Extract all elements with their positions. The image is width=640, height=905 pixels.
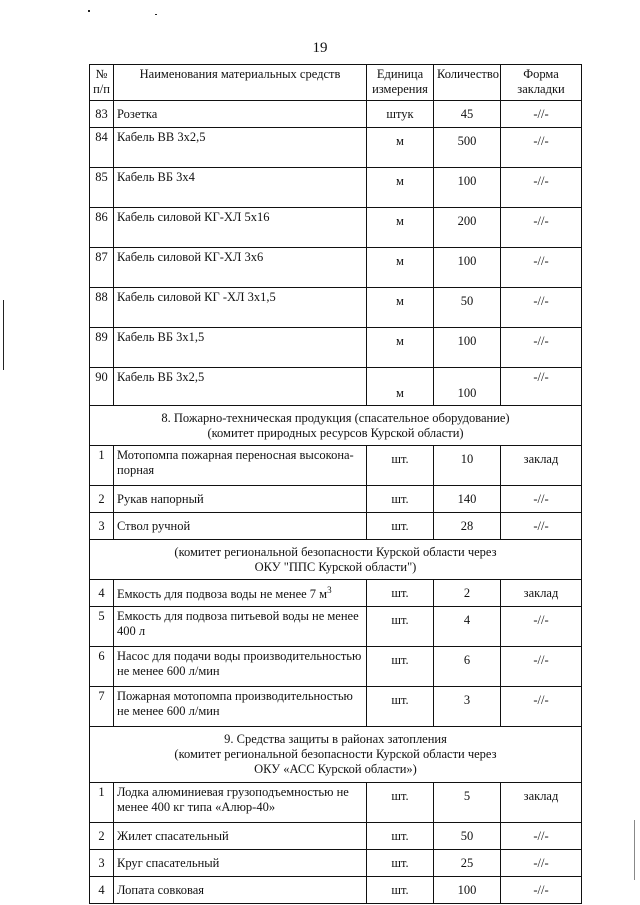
table-row	[90, 513, 582, 540]
row-name: Кабель ВБ 3х4	[114, 168, 367, 208]
header-unit: Единица измерения	[367, 65, 434, 101]
row-num: 1	[90, 783, 114, 823]
row-unit: шт.	[367, 580, 434, 607]
row-form: -//-	[501, 486, 582, 513]
row-form: -//-	[501, 850, 582, 877]
row-qty: 6	[434, 647, 501, 687]
row-unit: шт.	[367, 877, 434, 904]
row-name: Рукав напорный	[114, 486, 367, 513]
row-qty: 200	[434, 208, 501, 248]
row-name: Кабель ВВ 3х2,5	[114, 128, 367, 168]
row-unit: м	[367, 128, 434, 168]
row-form: заклад	[501, 783, 582, 823]
section-heading-8-subgroup: (комитет региональной безопасности Курской области через ОКУ "ППС Курской области")	[90, 540, 582, 580]
row-num: 84	[90, 128, 114, 168]
row-name: Розетка	[114, 101, 367, 128]
table-row	[90, 823, 582, 850]
row-form: заклад	[501, 580, 582, 607]
row-name: Кабель силовой КГ-ХЛ 5х16	[114, 208, 367, 248]
row-num: 3	[90, 850, 114, 877]
row-name: Емкость для подвоза питьевой воды не менее 400 л	[114, 607, 367, 647]
row-unit: шт.	[367, 850, 434, 877]
row-name: Насос для подачи воды производительностью не менее 600 л/мин	[114, 647, 367, 687]
table-row	[90, 288, 582, 328]
row-unit: шт.	[367, 687, 434, 727]
row-form: -//-	[501, 208, 582, 248]
row-name: Пожарная мотопомпа производительностью не менее 600 л/мин	[114, 687, 367, 727]
header-qty: Количество	[434, 65, 501, 101]
scan-mark-right	[634, 820, 635, 880]
row-num: 86	[90, 208, 114, 248]
scan-dot	[155, 14, 157, 15]
header-num: № п/п	[90, 65, 114, 101]
row-num: 5	[90, 607, 114, 647]
table-row	[90, 850, 582, 877]
row-qty: 50	[434, 288, 501, 328]
row-unit: шт.	[367, 446, 434, 486]
table-row	[90, 328, 582, 368]
row-form: -//-	[501, 368, 582, 406]
table-row	[90, 687, 582, 727]
row-qty: 140	[434, 486, 501, 513]
row-qty: 5	[434, 783, 501, 823]
table-row	[90, 101, 582, 128]
row-form: -//-	[501, 823, 582, 850]
row-unit: шт.	[367, 486, 434, 513]
row-form: -//-	[501, 328, 582, 368]
table-row	[90, 486, 582, 513]
row-name: Жилет спасательный	[114, 823, 367, 850]
row-num: 2	[90, 823, 114, 850]
section-heading-9: 9. Средства защиты в районах затопления (комитет региональной безопасности Курской области через ОКУ «АСС Курской области»)	[90, 727, 582, 783]
table-header-row	[90, 65, 582, 101]
row-name: Круг спасательный	[114, 850, 367, 877]
row-name: Лодка алюминиевая грузоподъемностью не менее 400 кг типа «Алюр-40»	[114, 783, 367, 823]
section-heading-8: 8. Пожарно-техническая продукция (спасательное оборудование) (комитет природных ресурсов Курской области)	[90, 406, 582, 446]
row-num: 88	[90, 288, 114, 328]
row-name: Кабель ВБ 3х2,5	[114, 368, 367, 406]
materials-table	[89, 64, 582, 904]
row-qty: 28	[434, 513, 501, 540]
row-name: Емкость для подвоза воды не менее 7 $м^3$	[114, 580, 367, 607]
row-unit: шт.	[367, 647, 434, 687]
row-num: 4	[90, 877, 114, 904]
row-form: -//-	[501, 877, 582, 904]
row-name: Лопата совковая	[114, 877, 367, 904]
row-form: -//-	[501, 607, 582, 647]
row-num: 6	[90, 647, 114, 687]
row-qty: 25	[434, 850, 501, 877]
row-name: Кабель силовой КГ -ХЛ 3х1,5	[114, 288, 367, 328]
row-unit: м	[367, 288, 434, 328]
row-name: Мотопомпа пожарная переносная высокона- порная	[114, 446, 367, 486]
table-row	[90, 128, 582, 168]
row-qty: 100	[434, 248, 501, 288]
row-num: 4	[90, 580, 114, 607]
table-row	[90, 580, 582, 607]
table-row	[90, 168, 582, 208]
row-num: 1	[90, 446, 114, 486]
row-num: 3	[90, 513, 114, 540]
table-row	[90, 647, 582, 687]
row-num: 89	[90, 328, 114, 368]
row-form: -//-	[501, 168, 582, 208]
table-row	[90, 248, 582, 288]
row-unit: м	[367, 248, 434, 288]
row-qty: 500	[434, 128, 501, 168]
row-unit: шт.	[367, 823, 434, 850]
row-qty: 2	[434, 580, 501, 607]
row-name: Кабель силовой КГ-ХЛ 3х6	[114, 248, 367, 288]
scan-dot	[88, 10, 90, 12]
page-number: 19	[312, 40, 328, 56]
row-qty: 100	[434, 877, 501, 904]
row-qty: 45	[434, 101, 501, 128]
row-form: -//-	[501, 101, 582, 128]
row-num: 87	[90, 248, 114, 288]
scan-mark-left	[3, 300, 4, 370]
row-form: -//-	[501, 687, 582, 727]
row-name: Ствол ручной	[114, 513, 367, 540]
row-num: 2	[90, 486, 114, 513]
row-form: -//-	[501, 128, 582, 168]
row-name: Кабель ВБ 3х1,5	[114, 328, 367, 368]
row-qty: 3	[434, 687, 501, 727]
row-num: 90	[90, 368, 114, 406]
row-num: 85	[90, 168, 114, 208]
header-form: Форма закладки	[501, 65, 582, 101]
header-name: Наименования материальных средств	[114, 65, 367, 101]
table-row	[90, 877, 582, 904]
row-unit: м	[367, 368, 434, 406]
row-unit: шт.	[367, 783, 434, 823]
row-qty: 100	[434, 368, 501, 406]
row-unit: штук	[367, 101, 434, 128]
row-form: -//-	[501, 647, 582, 687]
table-row	[90, 607, 582, 647]
row-qty: 10	[434, 446, 501, 486]
row-unit: шт.	[367, 607, 434, 647]
table-row	[90, 783, 582, 823]
row-form: -//-	[501, 513, 582, 540]
row-form: -//-	[501, 248, 582, 288]
row-num: 7	[90, 687, 114, 727]
row-unit: м	[367, 208, 434, 248]
row-qty: 4	[434, 607, 501, 647]
row-form: заклад	[501, 446, 582, 486]
row-unit: м	[367, 168, 434, 208]
row-form: -//-	[501, 288, 582, 328]
row-qty: 100	[434, 328, 501, 368]
table-row	[90, 446, 582, 486]
table-row	[90, 208, 582, 248]
row-unit: м	[367, 328, 434, 368]
row-qty: 100	[434, 168, 501, 208]
row-unit: шт.	[367, 513, 434, 540]
table-row	[90, 368, 582, 406]
row-qty: 50	[434, 823, 501, 850]
row-num: 83	[90, 101, 114, 128]
